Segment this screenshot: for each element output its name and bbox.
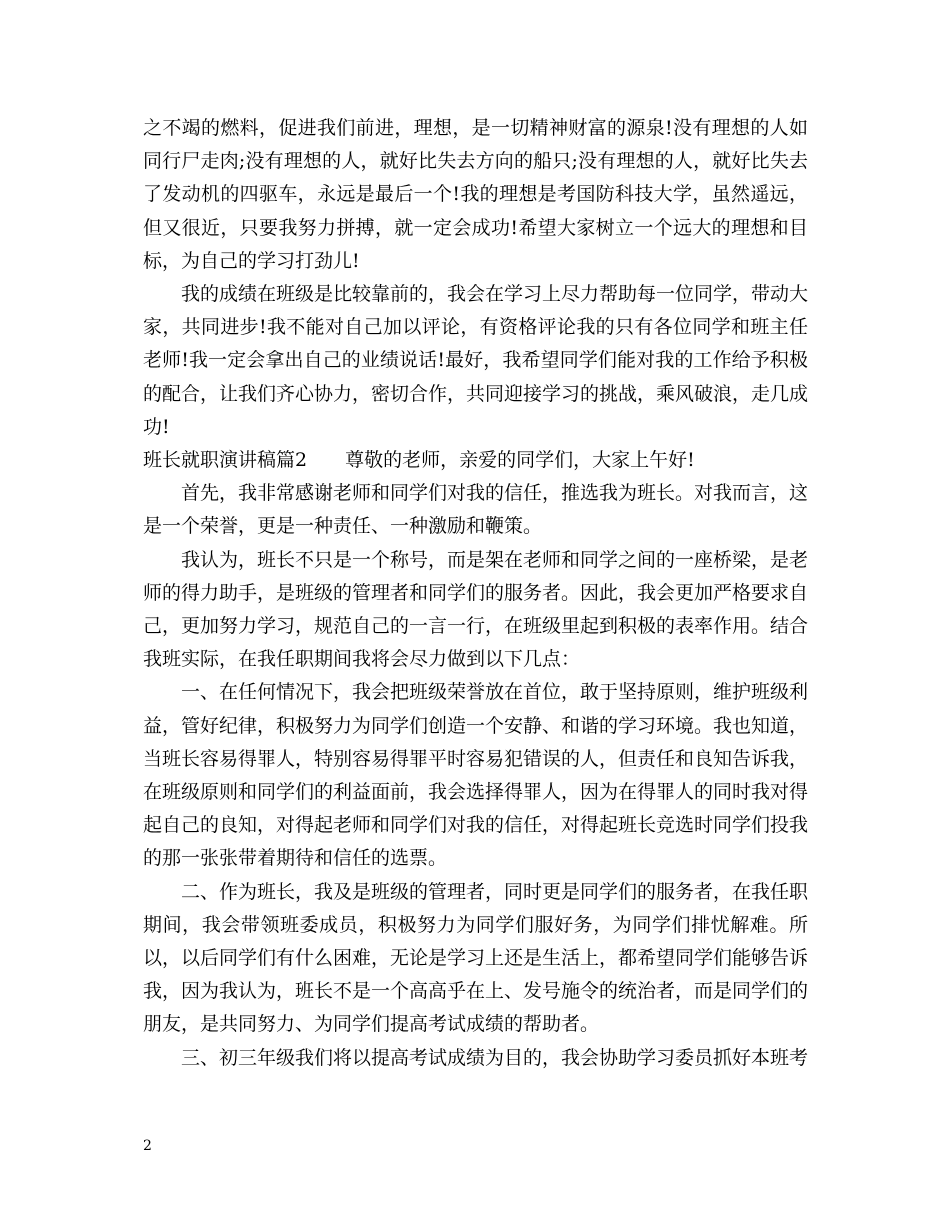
document-body [143,112,808,1075]
paragraph-grades: 我的成绩在班级是比较靠前的，我会在学习上尽力帮助每一位同学，带动大家，共同进步!我不能对自己加以评论，有资格评论我的只有各位同学和班主任老师!我一定会拿出自己的业绩说话!最好，我希望同学们能对我的工作给予积极的配合，让我们齐心协力，密切合作，共同迎接学习的挑战，乘风破浪，走几成功! [143,283,809,438]
paragraph-role: 我认为，班长不只是一个称号，而是架在老师和同学之间的一座桥梁，是老师的得力助手，是班级的管理者和同学们的服务者。因此，我会更加严格要求自己，更加努力学习，规范自己的一言一行，在班级里起到积极的表率作用。结合我班实际，在我任职期间我将会尽力做到以下几点： [143,548,809,671]
section-heading: 班长就职演讲稿篇2 尊敬的老师，亲爱的同学们，大家上午好! [143,449,695,472]
paragraph-continuation: 之不竭的燃料，促进我们前进，理想，是一切精神财富的源泉!没有理想的人如同行尸走肉;没有理想的人，就好比失去方向的船只;没有理想的人，就好比失去了发动机的四驱车，永远是最后一个!我的理想是考国防科技大学，虽然遥远，但又很近，只要我努力拼搏，就一定会成功!希望大家树立一个远大的理想和目标，为自己的学习打劲儿! [143,117,808,272]
paragraph-point-one: 一、在任何情况下，我会把班级荣誉放在首位，敢于坚持原则，维护班级利益，管好纪律，积极努力为同学们创造一个安静、和谐的学习环境。我也知道，当班长容易得罪人，特别容易得罪平时容易犯错误的人，但责任和良知告诉我，在班级原则和同学们的利益面前，我会选择得罪人，因为在得罪人的同时我对得起自己的良知，对得起老师和同学们对我的信任，对得起班长竞选时同学们投我的那一张张带着期待和信任的选票。 [143,681,809,870]
page-number: 2 [143,1138,152,1154]
paragraph-thanks: 首先，我非常感谢老师和同学们对我的信任，推选我为班长。对我而言，这是一个荣誉，更是一种责任、一种激励和鞭策。 [143,482,809,538]
paragraph-point-three: 三、初三年级我们将以提高考试成绩为目的，我会协助学习委员抓好本班考 [181,1046,809,1069]
paragraph-point-two: 二、作为班长，我及是班级的管理者，同时更是同学们的服务者，在我任职期间，我会带领班委成员，积极努力为同学们服好务，为同学们排忧解难。所以，以后同学们有什么困难，无论是学习上还是生活上，都希望同学们能够告诉我，因为我认为，班长不是一个高高乎在上、发号施令的统治者，而是同学们的朋友，是共同努力、为同学们提高考试成绩的帮助者。 [143,880,809,1036]
